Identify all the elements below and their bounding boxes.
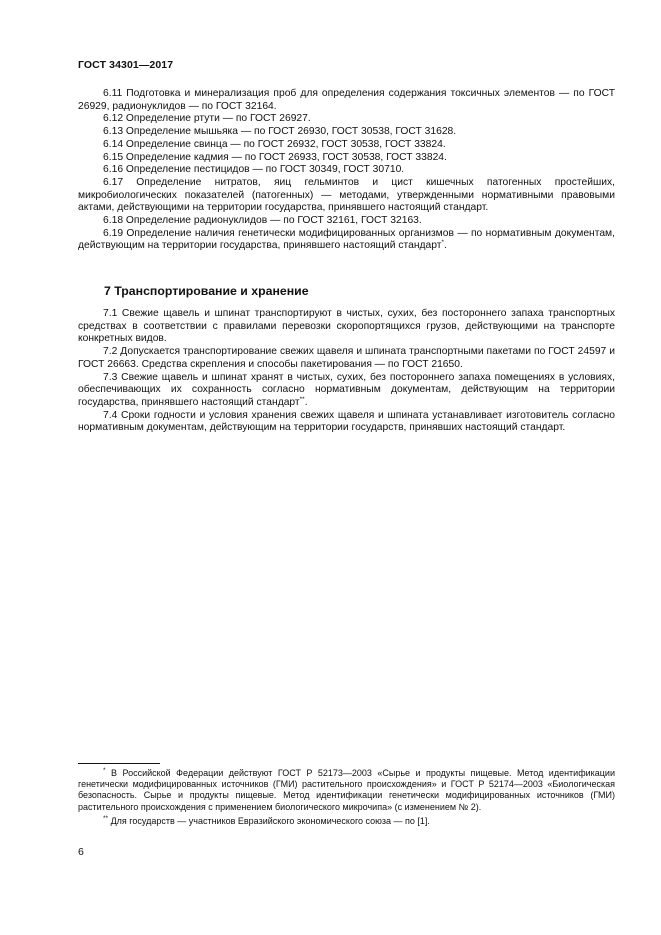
section-7-body xyxy=(78,308,615,435)
footnote-2-text: Для государств — участников Евразийского экономического союза — по [1]. xyxy=(110,815,430,826)
clause-6-12: 6.12 Определение ртути — по ГОСТ 26927. xyxy=(103,113,311,125)
clause-7-3-text: 7.3 Свежие щавель и шпинат хранят в чистых, сухих, без постороннего запаха помещениях в условиях, обеспечивающих их сохранность согласно нормативным документам, действующим на территории государства, принявшего настоящий стандарт xyxy=(78,371,615,408)
clause-7-1: 7.1 Свежие щавель и шпинат транспортируют в чистых, сухих, без постороннего запаха транспортных средствах в соответствии с правилами перевозки скоропортящихся грузов, действующими на транспорте конкретных видов. xyxy=(78,308,615,345)
clause-6-13: 6.13 Определение мышьяка — по ГОСТ 26930, ГОСТ 30538, ГОСТ 31628. xyxy=(103,126,457,138)
footnote-ref-2[interactable]: ** xyxy=(299,395,305,403)
footnote-1-mark: * xyxy=(103,767,106,774)
clause-6-19-end: . xyxy=(444,240,447,252)
document-code-header: ГОСТ 34301—2017 xyxy=(78,59,174,71)
footnotes xyxy=(78,768,615,827)
clause-7-4: 7.4 Сроки годности и условия хранения свежих щавеля и шпината устанавливает изготовитель согласно нормативным документам, действующим на территории государств, принявших настоящий стандарт. xyxy=(78,409,615,434)
footnote-1 xyxy=(78,768,615,813)
footnote-1-text: В Российской Федерации действуют ГОСТ Р 52173—2003 «Сырье и продукты пищевые. Метод идентификации генетически модифицированных источников (ГМИ) растительного происхождения» и ГОСТ Р 52174—2003 «Биологическая безопасность. Сырье и продукты пищевые. Метод идентификации генетически модифицированных источников (ГМИ) растительного происхождения с применением биологического микрочипа» (с изменением № 2). xyxy=(78,768,615,812)
clause-7-3 xyxy=(78,372,615,410)
section-7-title: 7 Транспортирование и хранение xyxy=(104,284,309,298)
clause-6-17: 6.17 Определение нитратов, яиц гельминтов и цист кишечных патогенных простейших, микробиологических показателей (патогенных) — методами, утвержденными нормативными правовыми актами, действующими на территории государства, принявшего настоящий стандарт. xyxy=(78,176,615,214)
clause-6-19-text: 6.19 Определение наличия генетически модифицированных организмов — по нормативным документам, действующим на территории государства, принявшего настоящий стандарт xyxy=(78,227,615,252)
footnote-divider xyxy=(78,763,160,764)
clause-7-3-end: . xyxy=(304,396,308,408)
footnote-2 xyxy=(78,816,615,827)
clause-7-2: 7.2 Допускается транспортирование свежих щавеля и шпината транспортными пакетами по ГОСТ 24597 и ГОСТ 26663. Средства скрепления и способы пакетирования — по ГОСТ 21650. xyxy=(78,346,615,370)
clause-6-18: 6.18 Определение радионуклидов — по ГОСТ 32161, ГОСТ 32163. xyxy=(103,215,422,227)
footnote-ref-1[interactable]: * xyxy=(441,239,445,247)
page-number: 6 xyxy=(78,846,84,858)
clause-6-16: 6.16 Определение пестицидов — по ГОСТ 30349, ГОСТ 30710. xyxy=(103,164,405,176)
clause-6-11: 6.11 Подготовка и минерализация проб для определения содержания токсичных элементов — по ГОСТ 26929, радионуклидов — по ГОСТ 32164. xyxy=(78,88,615,112)
clause-6-19 xyxy=(78,228,615,253)
clause-6-15: 6.15 Определение кадмия — по ГОСТ 26933, ГОСТ 30538, ГОСТ 33824. xyxy=(103,151,447,163)
footnote-2-mark: ** xyxy=(103,814,109,822)
section-6-body xyxy=(78,88,615,253)
clause-6-14: 6.14 Определение свинца — по ГОСТ 26932, ГОСТ 30538, ГОСТ 33824. xyxy=(103,138,446,150)
